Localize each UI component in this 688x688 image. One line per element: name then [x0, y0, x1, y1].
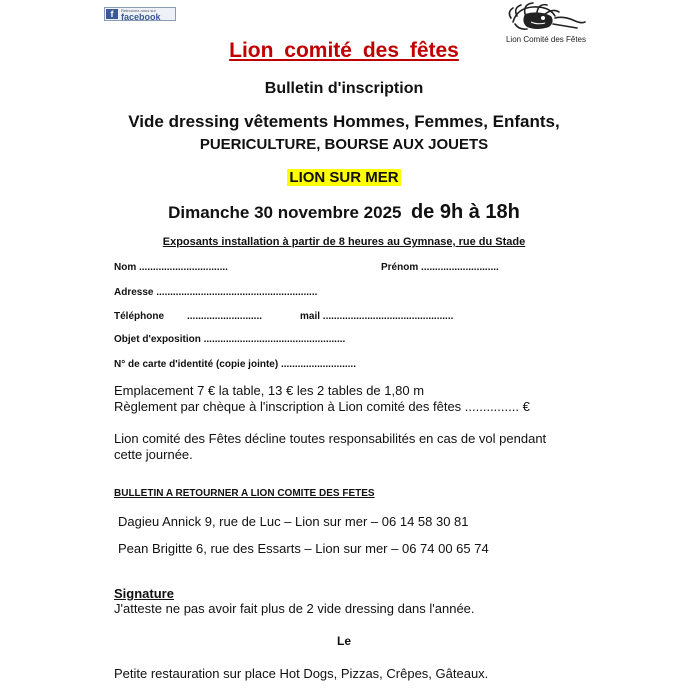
event-date-line [0, 201, 688, 224]
footer-note: Petite restauration sur place Hot Dogs, Pizzas, Crêpes, Gâteaux. [114, 666, 489, 681]
disclaimer-line-2: cette journée. [114, 447, 193, 462]
pricing-line-2: Règlement par chèque à l'inscription à Lion comité des fêtes ............... € [114, 399, 530, 414]
facebook-icon: f [106, 9, 118, 19]
facebook-small-text: Retrouvez-nous sur [121, 8, 156, 13]
event-hours: de 9h à 18h [410, 201, 520, 223]
contact-2: Pean Brigitte 6, rue des Essarts – Lion sur mer – 06 74 00 65 74 [118, 541, 489, 556]
disclaimer-line-1: Lion comité des Fêtes décline toutes responsabilités en cas de vol pendant [114, 431, 547, 446]
event-date: Dimanche 30 novembre 2025 [168, 203, 402, 222]
return-heading: BULLETIN A RETOURNER A LION COMITE DES FETES [114, 488, 375, 499]
event-city [0, 169, 688, 186]
pricing-line-1: Emplacement 7 € la table, 13 € les 2 tables de 1,80 m [114, 383, 425, 398]
facebook-wordmark: facebook [121, 12, 161, 22]
field-carte-identite[interactable]: N° de carte d'identité (copie jointe) ........................... [114, 359, 356, 370]
field-telephone-label: Téléphone [114, 311, 165, 322]
event-line-2: PUERICULTURE, BOURSE AUX JOUETS [199, 136, 489, 153]
field-nom[interactable]: Nom ................................ [114, 262, 228, 273]
contact-1: Dagieu Annick 9, rue de Luc – Lion sur mer – 06 14 58 30 81 [118, 514, 469, 529]
page-title: Lion comité des fêtes [229, 39, 459, 62]
signature-heading: Signature [114, 586, 174, 601]
field-prenom[interactable]: Prénom ............................ [381, 262, 499, 273]
event-line-1: Vide dressing vêtements Hommes, Femmes, Enfants, [128, 112, 560, 131]
installation-note: Exposants installation à partir de 8 heures au Gymnase, rue du Stade [162, 236, 526, 248]
page-subtitle: Bulletin d'inscription [264, 80, 424, 97]
field-mail[interactable]: mail ............................................... [300, 311, 454, 322]
field-telephone[interactable]: ........................... [187, 311, 263, 322]
event-city-highlight: LION SUR MER [289, 169, 399, 186]
field-adresse[interactable]: Adresse .......................................................... [114, 287, 318, 298]
logo-caption: Lion Comité des Fêtes [505, 35, 587, 44]
signature-date-label: Le [336, 634, 351, 648]
facebook-badge[interactable] [104, 7, 176, 21]
field-objet[interactable]: Objet d'exposition ................................................... [114, 334, 346, 345]
signature-statement: J'atteste ne pas avoir fait plus de 2 vide dressing dans l'année. [114, 601, 475, 616]
